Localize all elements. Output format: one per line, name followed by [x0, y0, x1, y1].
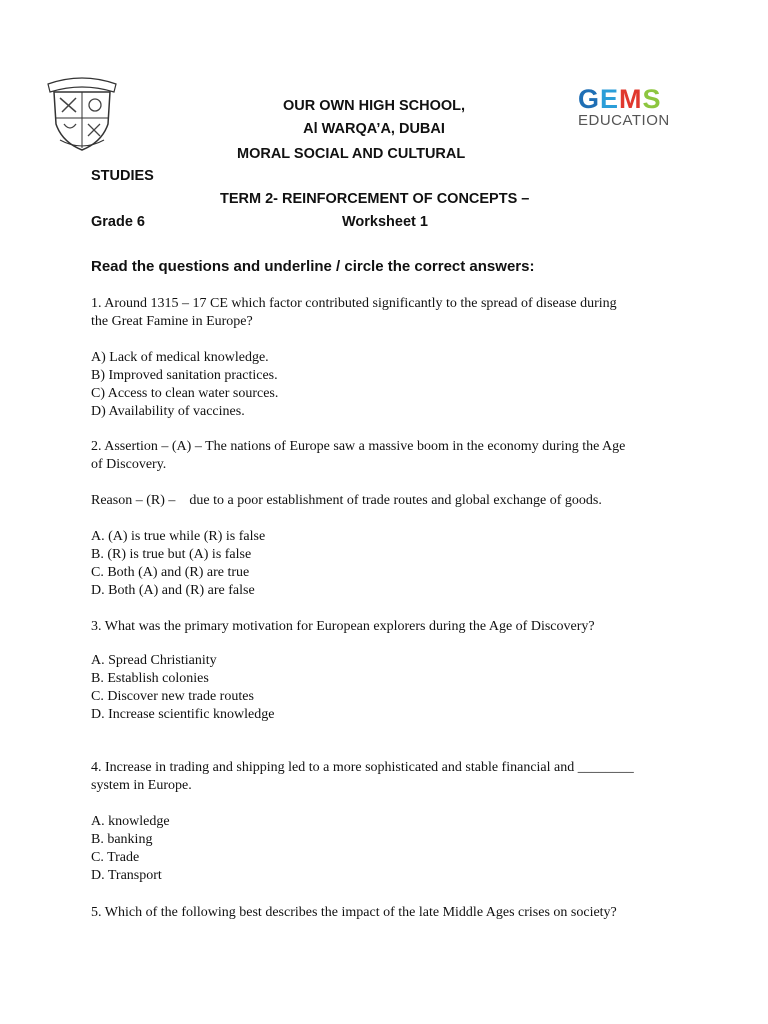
subject-title-continued: STUDIES [91, 168, 154, 184]
instructions: Read the questions and underline / circle the correct answers: [91, 258, 535, 275]
option-d[interactable]: D. Both (A) and (R) are false [91, 583, 255, 598]
school-name: OUR OWN HIGH SCHOOL, [282, 98, 466, 114]
option-b[interactable]: B. (R) is true but (A) is false [91, 547, 252, 562]
question-text: system in Europe. [91, 778, 192, 793]
worksheet-label: Worksheet 1 [342, 214, 428, 230]
question-text: 4. Increase in trading and shipping led to a more sophisticated and stable financial and ________ [91, 760, 634, 775]
option-c[interactable]: C. Discover new trade routes [91, 689, 254, 704]
question-1 [91, 295, 691, 331]
option-d[interactable]: D. Transport [91, 868, 162, 883]
assertion-text: of Discovery. [91, 457, 167, 472]
assertion-text: 2. Assertion – (A) – The nations of Europe saw a massive boom in the economy during the Age [91, 439, 626, 454]
question-text: 1. Around 1315 – 17 CE which factor contributed significantly to the spread of disease during [91, 296, 617, 311]
question-5 [91, 904, 691, 922]
option-d[interactable]: D. Increase scientific knowledge [91, 707, 275, 722]
question-text: 5. Which of the following best describes the impact of the late Middle Ages crises on society? [91, 905, 617, 920]
question-2-assertion [91, 438, 691, 474]
question-2-options [91, 528, 691, 600]
gems-logo-subtitle: EDUCATION [578, 112, 670, 129]
question-text: the Great Famine in Europe? [91, 314, 253, 329]
option-b[interactable]: B) Improved sanitation practices. [91, 368, 278, 383]
question-3 [91, 618, 691, 636]
option-a[interactable]: A. (A) is true while (R) is false [91, 529, 266, 544]
school-location: Al WARQA’A, DUBAI [303, 121, 445, 137]
option-a[interactable]: A. knowledge [91, 814, 170, 829]
question-2-reason [91, 492, 691, 510]
gems-letter: G [578, 84, 601, 114]
option-b[interactable]: B. banking [91, 832, 153, 847]
gems-letter: S [642, 84, 662, 114]
grade-label: Grade 6 [91, 214, 145, 230]
option-a[interactable]: A. Spread Christianity [91, 653, 217, 668]
option-b[interactable]: B. Establish colonies [91, 671, 209, 686]
option-c[interactable]: C. Trade [91, 850, 140, 865]
question-text: 3. What was the primary motivation for European explorers during the Age of Discovery? [91, 619, 595, 634]
reason-text: Reason – (R) – due to a poor establishment of trade routes and global exchange of goods. [91, 493, 602, 508]
option-d[interactable]: D) Availability of vaccines. [91, 404, 245, 419]
question-4 [91, 759, 691, 795]
option-a[interactable]: A) Lack of medical knowledge. [91, 350, 269, 365]
option-c[interactable]: C. Both (A) and (R) are true [91, 565, 250, 580]
gems-letter: M [619, 84, 643, 114]
gems-letter: E [600, 84, 620, 114]
term-title: TERM 2- REINFORCEMENT OF CONCEPTS – [220, 191, 530, 207]
question-1-options [91, 349, 691, 421]
question-4-options [91, 813, 691, 885]
question-3-options [91, 652, 691, 724]
option-c[interactable]: C) Access to clean water sources. [91, 386, 279, 401]
subject-title: MORAL SOCIAL AND CULTURAL [237, 146, 466, 162]
